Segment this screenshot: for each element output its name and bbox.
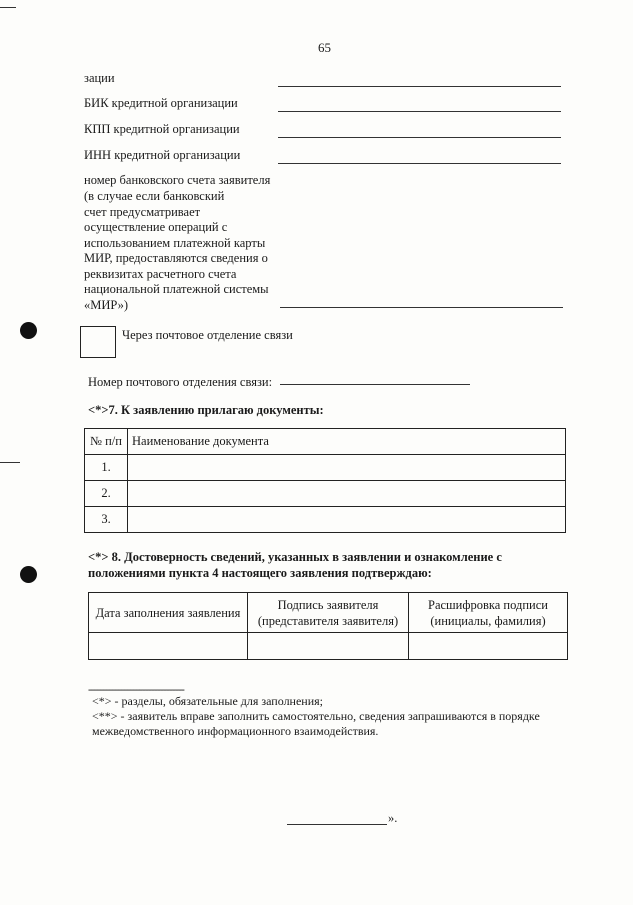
col-header-decoding <box>409 593 568 633</box>
col-header-signature-line2: (представителя заявителя) <box>257 613 399 628</box>
closing-quote: ». <box>388 811 398 825</box>
documents-table <box>84 428 566 533</box>
col-header-date-text: Дата заполнения заявления <box>95 605 241 620</box>
account-label-line: (в случае если банковский <box>84 189 225 203</box>
account-label-line: номер банковского счета заявителя <box>84 173 271 187</box>
postal-number-line[interactable] <box>280 384 470 385</box>
table-header-row <box>85 429 566 455</box>
account-label-line: МИР, предоставляются сведения о <box>84 251 268 265</box>
date-cell[interactable] <box>89 633 248 660</box>
page-number: 65 <box>318 40 331 55</box>
table-row <box>85 507 566 533</box>
bank-field-line-kpp[interactable] <box>278 137 561 138</box>
row-number: 2. <box>85 481 128 507</box>
postal-number-label: Номер почтового отделения связи: <box>88 375 273 389</box>
bank-field-line-inn[interactable] <box>278 163 561 164</box>
footnote-required: <*> - разделы, обязательные для заполнения; <box>92 694 324 708</box>
bank-field-label-inn: ИНН кредитной организации <box>84 148 241 162</box>
doc-name-cell[interactable] <box>128 481 566 507</box>
section8-title-line2: положениями пункта 4 настоящего заявления подтверждаю: <box>88 566 432 580</box>
account-label-line: счет предусматривает <box>84 205 201 219</box>
col-header-decoding-line1: Расшифровка подписи <box>428 597 548 612</box>
decoding-cell[interactable] <box>409 633 568 660</box>
table-row <box>89 633 568 660</box>
signature-cell[interactable] <box>248 633 409 660</box>
bank-field-line-bik[interactable] <box>278 111 561 112</box>
account-label-line: национальной платежной системы <box>84 282 269 296</box>
account-label-line: реквизитах расчетного счета <box>84 267 237 281</box>
bank-field-line-org-tail[interactable] <box>278 86 561 87</box>
col-header-signature <box>248 593 409 633</box>
table-row <box>85 481 566 507</box>
doc-name-cell[interactable] <box>128 507 566 533</box>
edge-mark-mid <box>0 462 20 463</box>
bank-field-label-org-tail: зации <box>84 71 115 85</box>
row-number: 1. <box>85 455 128 481</box>
footnote-optional-line1: <**> - заявитель вправе заполнить самостоятельно, сведения запрашиваются в порядке <box>92 709 540 723</box>
bank-field-label-bik: БИК кредитной организации <box>84 96 238 110</box>
table-row <box>85 455 566 481</box>
col-header-decoding-line2: (инициалы, фамилия) <box>430 613 546 628</box>
punch-hole-bottom <box>20 566 37 583</box>
postal-office-label: Через почтовое отделение связи <box>122 328 293 342</box>
account-number-line[interactable] <box>280 307 563 308</box>
row-number: 3. <box>85 507 128 533</box>
account-label-line: осуществление операций с <box>84 220 228 234</box>
col-header-doc-name: Наименование документа <box>128 429 566 455</box>
col-header-number: № п/п <box>85 429 128 455</box>
punch-hole-top <box>20 322 37 339</box>
closing-line <box>287 824 387 825</box>
account-label-line: использованием платежной карты <box>84 236 266 250</box>
doc-name-cell[interactable] <box>128 455 566 481</box>
col-header-signature-line1: Подпись заявителя <box>277 597 379 612</box>
footnote-separator: -------------------------------- <box>88 682 184 696</box>
col-header-date <box>89 593 248 633</box>
postal-office-checkbox[interactable] <box>80 326 116 358</box>
edge-mark-top <box>0 7 16 8</box>
table-header-row <box>89 593 568 633</box>
account-label-line: «МИР») <box>84 298 129 312</box>
bank-field-label-kpp: КПП кредитной организации <box>84 122 240 136</box>
section8-title-line1: <*> 8. Достоверность сведений, указанных в заявлении и ознакомление с <box>88 550 502 564</box>
signature-table <box>88 592 568 660</box>
section7-title: <*>7. К заявлению прилагаю документы: <box>88 403 324 417</box>
footnote-optional-line2: межведомственного информационного взаимодействия. <box>92 724 379 738</box>
